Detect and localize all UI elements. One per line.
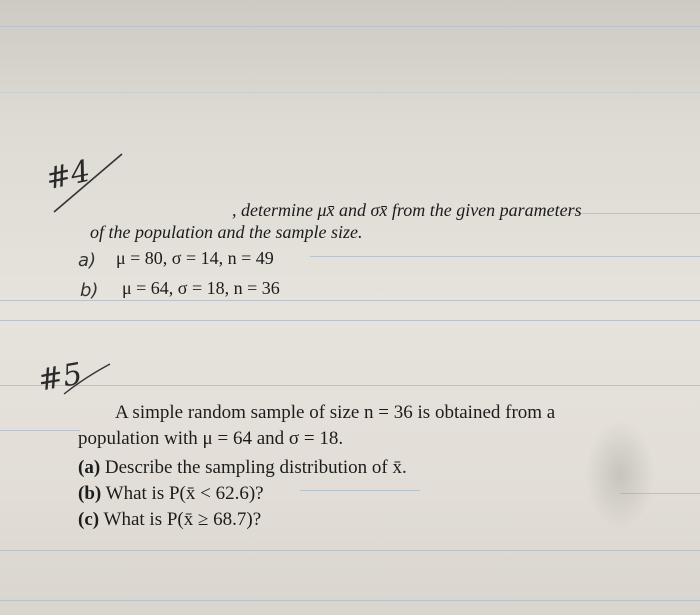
part-label: (a) (78, 457, 101, 478)
part-a-parameters: μ = 80, σ = 14, n = 49 (116, 248, 274, 268)
part-label: (b) (78, 483, 102, 504)
question-part-a (78, 457, 407, 479)
ruled-line (0, 550, 700, 551)
ruled-line (0, 600, 700, 601)
problem-5-handwritten-label: #5 (35, 356, 85, 399)
problem-4-line-2: of the population and the sample size. (90, 222, 363, 242)
ruled-line (0, 430, 80, 431)
part-text: Describe the sampling distribution of x̄. (104, 457, 407, 478)
part-a-handwritten-marker: a) (78, 250, 97, 271)
ruled-line (0, 300, 700, 301)
ruled-line (0, 320, 700, 321)
part-b-handwritten-marker: b) (80, 280, 99, 301)
ruled-line (0, 26, 700, 27)
pen-slash-mark (50, 150, 130, 220)
paper-smudge (585, 420, 655, 530)
ruled-line (300, 490, 420, 491)
part-b-parameters: μ = 64, σ = 18, n = 36 (122, 278, 280, 298)
ruled-line (0, 92, 700, 93)
problem-5-line-2: population with μ = 64 and σ = 18. (78, 428, 344, 449)
part-text: What is P(x̄ < 62.6)? (105, 483, 264, 504)
problem-4-line-1: , determine μx̄ and σx̄ from the given parameters (232, 200, 582, 220)
question-part-b (78, 483, 264, 505)
problem-5-line-1: A simple random sample of size n = 36 is obtained from a (115, 402, 556, 423)
ruled-line (310, 256, 700, 257)
pen-slash-mark (60, 360, 120, 400)
part-label: (c) (78, 509, 100, 530)
question-part-c (78, 509, 261, 531)
problem-4-handwritten-label: #4 (42, 153, 94, 198)
part-text: What is P(x̄ ≥ 68.7)? (103, 509, 262, 530)
